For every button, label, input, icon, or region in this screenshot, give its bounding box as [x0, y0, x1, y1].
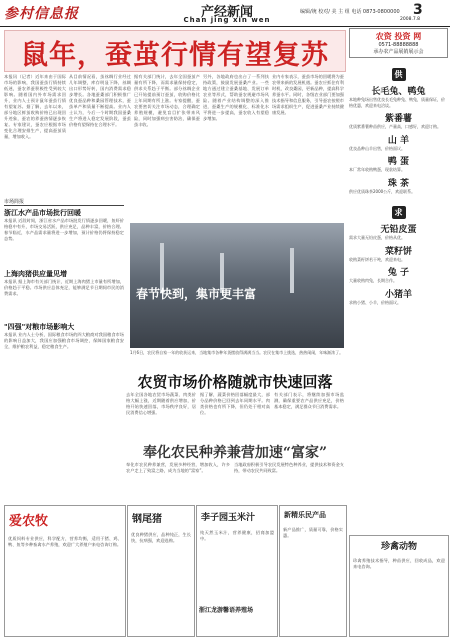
article-col-1: 本报讯（记者）近年来由于国际市场的影响，我国蚕茧行情持续低迷，蚕农养蚕积极性受到较大影响。随着国内外市场需求回升，业内人士预计鼠年蚕茧行情有望复苏。据了解，去年以来，部分地区鲜茧收购价格已出现回升迹象，蚕农的养蚕热情逐步恢复。专家建议，蚕农应根据市场变化合理安排生产，提高蚕茧质量，增加收入。	[4, 74, 66, 139]
classified-body-6: 需求大量无铅皮蛋，价格从优。	[349, 235, 405, 240]
classified-head-6: 无铅皮蛋	[380, 225, 417, 235]
article2-col-3: 有关部门表示，将继续加强市场监测，确保重要农产品供应充足，价格基本稳定，满足群众节日消费需求。	[274, 392, 344, 409]
main-headline: 鼠年，蚕茧行情有望复苏	[21, 40, 329, 71]
article3-col-1: 奉化市农民种养兼营，发展多种经营，增加收入，许多农户走上了致富之路，成为当地的“富家”。	[126, 462, 230, 473]
ad-ainongmu	[4, 505, 126, 637]
photo-caption: 1月6日，农民将自家一年的收获运来，当地集市各种年货摆放得满满当当。农民在集市上挑选，热热闹闹，年味渐浓了。	[130, 350, 344, 355]
supply-label: 供	[392, 68, 406, 81]
ad-newfine	[279, 505, 347, 637]
classified-body-5: 供应优质珠茶2000公斤，欢迎联系。	[349, 188, 416, 194]
article-col-2: 从目前情况看，茧丝绸行业经过几年调整，库存明显下降，丝绸出口形势好转，国内消费需求稳步增长。各地蚕桑部门积极推广优良蚕品种和桑园管理技术，蚕茧单产和质量不断提高。业内人士认为，今后一个时期我国蚕桑生产将进入稳定发展阶段，蚕茧价格有望保持在合理水平。	[69, 74, 131, 127]
brief-1-title: 浙江水产品市场批行回暖	[4, 209, 81, 217]
sidebar-ad-sub: 承办农产品展销展示会	[373, 49, 424, 55]
page-number: 3	[413, 2, 423, 18]
supply-label-wrap	[349, 62, 448, 81]
ad4-title: 珍禽动物	[380, 542, 417, 552]
article2-col-2: 据了解，蔬菜价格回落幅度最大，部分品种价格已回到去年同期水平。肉类价格也有所下降，但仍处于相对高位。	[200, 392, 270, 415]
ad4-body: 珍禽养殖技术指导，种苗供应，回收成品，欢迎来电咨询。	[353, 558, 445, 569]
ad-corn-juice	[196, 505, 278, 637]
brief-2-text: 本报讯 据上海市有关部门统计，近期上海肉猪上市量有所增加，价格趋于平稳。市场供应总体充足，能够满足节日期间市民的消费需求。	[4, 279, 124, 296]
ad5-body: 新产品推广，质量可靠，价格实惠。	[283, 527, 343, 538]
issue-date: 2008.7.8	[400, 17, 421, 22]
classified-body-3: 优良品种山羊出售，价格面议。	[349, 145, 405, 151]
brief-section-label: 市场简报	[4, 198, 124, 206]
classified-head-8: 兔 子	[387, 268, 410, 278]
masthead: 参村信息报	[4, 6, 79, 22]
photo-overlay-text: 春节快到，集市更丰富	[136, 287, 257, 301]
classified-body-1: 本地种兔场出售优良长毛兔种兔、鸭兔，质量保证，价格优惠，欢迎来电洽谈。	[349, 97, 445, 108]
ad1-brand: 爱农牧	[9, 514, 49, 529]
classified-body-2: 优质紫番薯种苗供应，产量高，口感好，欢迎订购。	[349, 124, 441, 129]
classified-head-9: 小猪羊	[384, 289, 412, 300]
news-photo	[130, 223, 344, 348]
photo-lamp	[290, 248, 294, 293]
article-col-5: 业内专家表示，蚕茧市场的回暖将为蚕农带来新的发展机遇。蚕农应抓住有利时机，改良桑园，更新品种，提高科学养蚕水平。同时，各级农业部门要加强技术指导和信息服务，引导蚕农按照市场需求组织生产，促进蚕桑产业持续健康发展。	[272, 74, 344, 115]
section-pinyin: Chan jing xin wen	[183, 16, 271, 24]
classified-head-7: 菜籽饼	[384, 246, 412, 257]
sidebar-ad-phone: 0571-88888888	[378, 42, 419, 48]
brief-3-text: 本报讯 业内人士分析，国际粮食市场的四大粮商对我国粮食市场的影响日益加大，我国应加强粮食市场调控，保障国家粮食安全，维护粮农利益，稳定粮食生产。	[4, 332, 124, 349]
editor-meta: 编辑/统 校对/ 美 主 组 电话 0873-0800000	[300, 9, 400, 15]
classified-head-3: 山 羊	[387, 135, 410, 146]
demand-label: 求	[392, 206, 406, 219]
ad3-sub: 浙江龙游馨语养殖场	[199, 607, 254, 614]
section-title: 产经新闻	[200, 5, 253, 20]
sidebar-ad-header	[349, 28, 448, 58]
classified-body-7: 收购菜籽饼若干吨，欢迎来电。	[349, 256, 405, 262]
sidebar-ad-title: 农资 投资 网	[375, 32, 422, 41]
article-col-3: 据有关部门统计，去年全国蚕茧产量有所下降，而需求量保持稳定，供求关系趋于平衡。部分丝绸企业已开始提前预订蚕茧，收购价格比上年同期有所上涨。专家提醒，蚕农要密切关注市场动态，合理确定养殖规模，避免盲目扩张带来风险，同时加强病虫害防治，确保蚕茧丰收。	[134, 74, 200, 127]
classified-head-2: 紫番薯	[384, 114, 412, 124]
classified-head-1: 长毛兔、鸭兔	[371, 87, 426, 97]
ad2-title: 钢尾猪	[132, 514, 162, 525]
brief-1-text: 本报讯 近段时间，浙江省水产品市场批发行情逐步回暖，鱼虾价格稳中有升，市场交易活跃，供应充足，品种丰富，价格合理。春节临近，水产品需求量将进一步增加，预计价格仍将保持稳定态势。	[4, 218, 124, 241]
ad5-title: 新精乐民产品	[284, 511, 326, 519]
classified-body-9: 求购小猪、小羊，价格面议。	[349, 299, 401, 305]
classified-sidebar	[349, 28, 448, 305]
classified-body-4: 本厂常年收购鸭蛋，现款结算。	[349, 167, 405, 172]
market-brief-section	[4, 198, 124, 398]
brief-2-title: 上海肉猪供应量见增	[4, 270, 67, 278]
headline-3: 奉化农民种养兼营加速“富家”	[142, 445, 328, 461]
article-col-4: 另外，各地政府也出台了一系列扶持政策，鼓励发展蚕桑产业。一些地方通过建立蚕桑基地、发展订单农业等形式，帮助蚕农规避市场风险。随着产业结构调整的深入推进，蚕桑生产的规模化、标准化水平将进一步提高，蚕农收入有望稳步增加。	[203, 74, 269, 121]
ad-poultry	[349, 535, 449, 637]
headline-2: 农贸市场价格随就市快速回落	[137, 373, 333, 391]
demand-label-wrap	[349, 200, 448, 219]
ad2-body: 优良种猪供应，品种纯正，生长快，抗病强，欢迎选购。	[131, 532, 191, 543]
main-headline-box	[4, 30, 346, 72]
ad-pig	[127, 505, 195, 637]
ad1-body: 优质饲料专业供应，科学配方，营养均衡，适用于猪、鸡、鸭、鱼等多种畜禽水产养殖，欢迎广大养殖户来电咨询订购。	[8, 536, 122, 547]
article3-col-2: 当地政府积极引导农民发展特色种养业，提供技术和资金支持，带动农民共同致富。	[234, 462, 344, 473]
page-header	[0, 0, 450, 27]
ad3-title: 李子园玉米汁	[201, 513, 256, 523]
article2-col-1: 去年全国各地农贸市场蔬菜、肉类价格大幅上涨，近期随着供应增加，价格开始快速回落，市场秩序良好，居民消费信心增强。	[126, 392, 196, 415]
classified-body-8: 大量收购肉兔，长期合作。	[349, 278, 397, 283]
brief-3-title: "四强"对粮市场影响大	[4, 323, 75, 331]
classified-head-5: 珠 茶	[387, 178, 410, 189]
classified-head-4: 鸭 蛋	[387, 157, 410, 167]
ad3-body: 纯天然玉米汁，营养健康，招商加盟中。	[200, 530, 274, 541]
